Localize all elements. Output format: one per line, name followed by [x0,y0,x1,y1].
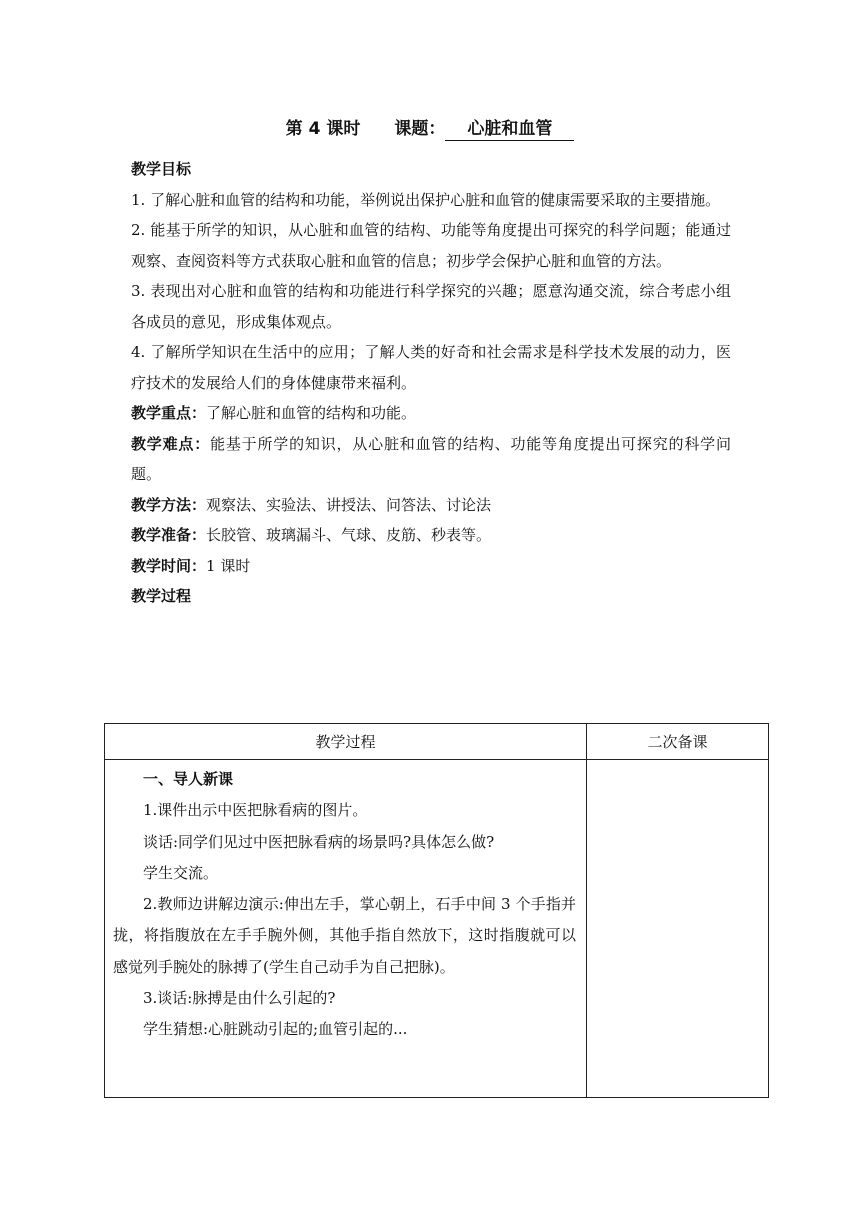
lesson-body [131,154,731,612]
preparation-label: 教学准备： [131,526,207,544]
topic-label: 课题： [394,119,446,139]
process-paragraph: 谈话:同学们见过中医把脉看病的场景吗?具体怎么做? [143,832,495,851]
lesson-number: 第 4 课时 [285,119,361,139]
key-point-label: 教学重点： [131,404,207,422]
process-paragraph: 2.教师边讲解边演示:伸出左手，掌心朝上，石手中间 3 个手指并拢，将指腹放在左手手腕外侧，其他手指自然放下，这时指腹就可以感觉列手腕处的脉搏了(学生自己动手为自己把脉)。 [113,895,576,976]
process-heading: 教学过程 [131,587,192,605]
duration [131,551,731,582]
objective-item: 3. 表现出对心脏和血管的结构和功能进行科学探究的兴趣；愿意沟通交流，综合考虑小组各成员的意见，形成集体观点。 [131,282,731,331]
methods [131,490,731,521]
process-paragraph: 学生交流。 [143,863,219,882]
preparation [131,520,731,551]
section-title: 一、导人新课 [143,770,234,788]
column-header: 二次备课 [587,724,769,760]
duration-label: 教学时间： [131,556,207,575]
duration-text: 1 课时 [206,556,251,575]
preparation-text: 长胶管、玻璃漏斗、气球、皮筋、秒表等。 [206,526,492,544]
process-paragraph: 1.课件出示中医把脉看病的图片。 [143,801,368,820]
process-paragraph: 3.谈话:脉搏是由什么引起的? [143,989,336,1008]
table-header-row [105,724,769,760]
column-header: 教学过程 [105,724,587,760]
objective-item: 1. 了解心脏和血管的结构和功能，举例说出保护心脏和血管的健康需要采取的主要措施。 [131,190,721,209]
process-cell [105,760,587,1098]
key-point [131,398,731,429]
methods-label: 教学方法： [131,495,207,514]
objective-item: 2. 能基于所学的知识，从心脏和血管的结构、功能等角度提出可探究的科学问题；能通过观察、查阅资料等方式获取心脏和血管的信息；初步学会保护心脏和血管的方法。 [131,221,731,270]
objectives-heading: 教学目标 [131,160,192,178]
teaching-process-table [104,723,769,1098]
key-point-text: 了解心脏和血管的结构和功能。 [206,404,417,422]
table-row [105,760,769,1098]
objective-item: 4. 了解所学知识在生活中的应用；了解人类的好奇和社会需求是科学技术发展的动力，医疗技术的发展给人们的身体健康带来福利。 [131,343,731,392]
topic-name: 心脏和血管 [445,118,574,141]
methods-text: 观察法、实验法、讲授法、问答法、讨论法 [206,495,492,514]
process-paragraph: 学生猜想:心脏跳动引起的;血管引起的... [143,1020,408,1039]
difficulty-text: 能基于所学的知识，从心脏和血管的结构、功能等角度提出可探究的科学问题。 [131,434,731,483]
difficulty [131,429,731,490]
lesson-title [0,115,860,143]
difficulty-label: 教学难点： [131,434,211,453]
secondary-prep-cell [587,760,769,1098]
